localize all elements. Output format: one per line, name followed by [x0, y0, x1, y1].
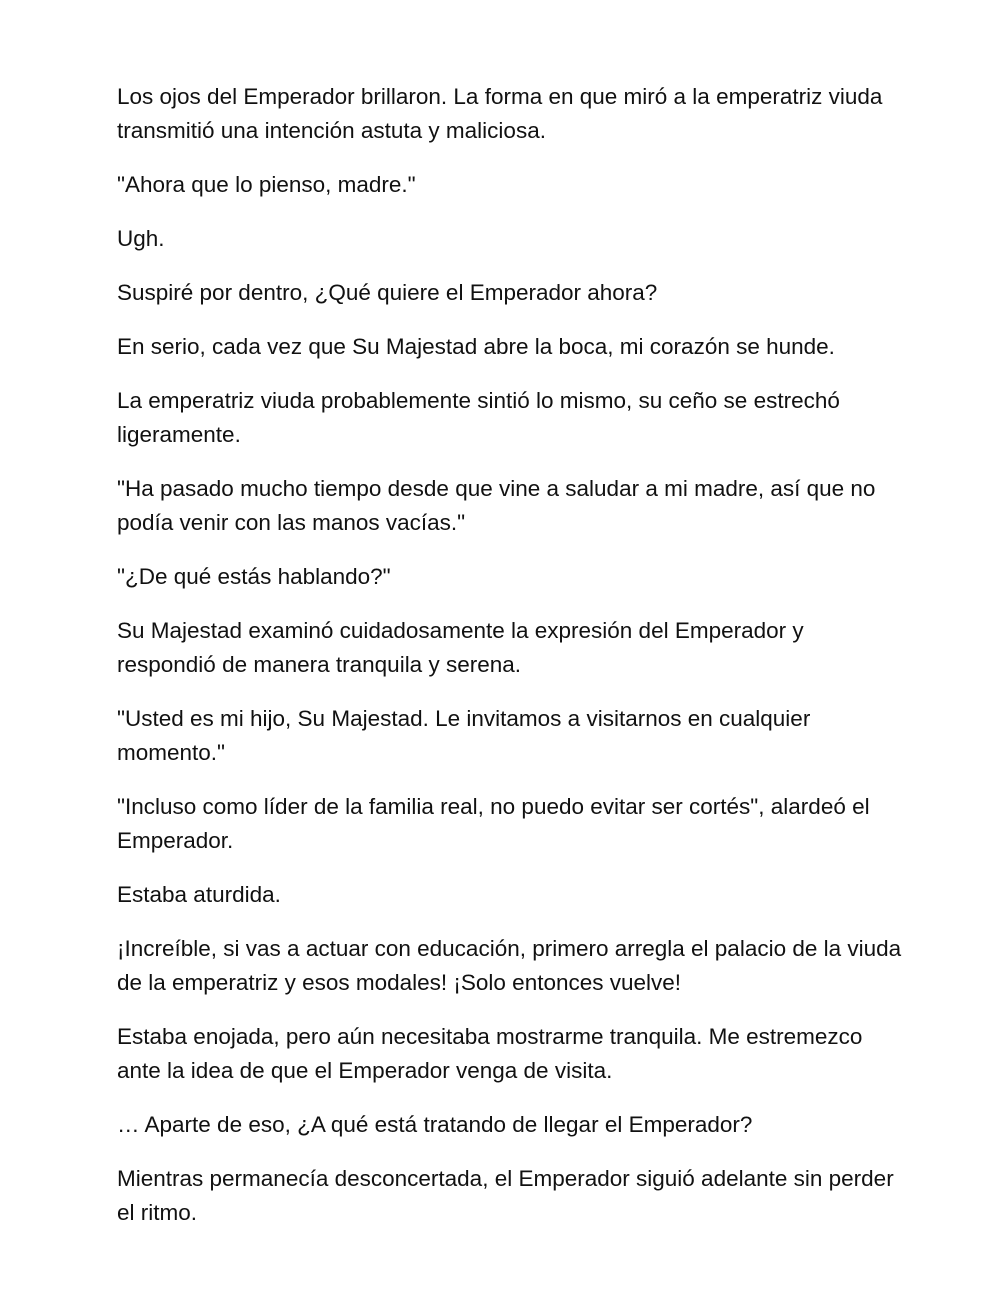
paragraph-7: "Ha pasado mucho tiempo desde que vine a saludar a mi madre, así que no podía venir con las manos vacías." — [117, 476, 876, 535]
paragraph-15: … Aparte de eso, ¿A qué está tratando de llegar el Emperador? — [117, 1112, 753, 1137]
paragraph-4: Suspiré por dentro, ¿Qué quiere el Emperador ahora? — [117, 280, 658, 305]
paragraph-13: ¡Increíble, si vas a actuar con educación, primero arregla el palacio de la viuda de la emperatriz y esos modales! ¡Solo entonces vuelve! — [117, 936, 902, 995]
paragraph-10: "Usted es mi hijo, Su Majestad. Le invitamos a visitarnos en cualquier momento." — [117, 706, 811, 765]
paragraph-6: La emperatriz viuda probablemente sintió lo mismo, su ceño se estrechó ligeramente. — [117, 388, 840, 447]
paragraph-3: Ugh. — [117, 226, 165, 251]
paragraph-16: Mientras permanecía desconcertada, el Emperador siguió adelante sin perder el ritmo. — [117, 1166, 894, 1225]
paragraph-2: "Ahora que lo pienso, madre." — [117, 172, 416, 197]
paragraph-14: Estaba enojada, pero aún necesitaba mostrarme tranquila. Me estremezco ante la idea de que el Emperador venga de visita. — [117, 1024, 863, 1083]
document-page — [117, 80, 907, 1250]
paragraph-11: "Incluso como líder de la familia real, no puedo evitar ser cortés", alardeó el Emperador. — [117, 794, 870, 853]
paragraph-8: "¿De qué estás hablando?" — [117, 564, 391, 589]
paragraph-9: Su Majestad examinó cuidadosamente la expresión del Emperador y respondió de manera tranquila y serena. — [117, 618, 804, 677]
paragraph-5: En serio, cada vez que Su Majestad abre la boca, mi corazón se hunde. — [117, 334, 835, 359]
paragraph-12: Estaba aturdida. — [117, 882, 281, 907]
paragraph-1: Los ojos del Emperador brillaron. La forma en que miró a la emperatriz viuda transmitió una intención astuta y maliciosa. — [117, 84, 883, 143]
